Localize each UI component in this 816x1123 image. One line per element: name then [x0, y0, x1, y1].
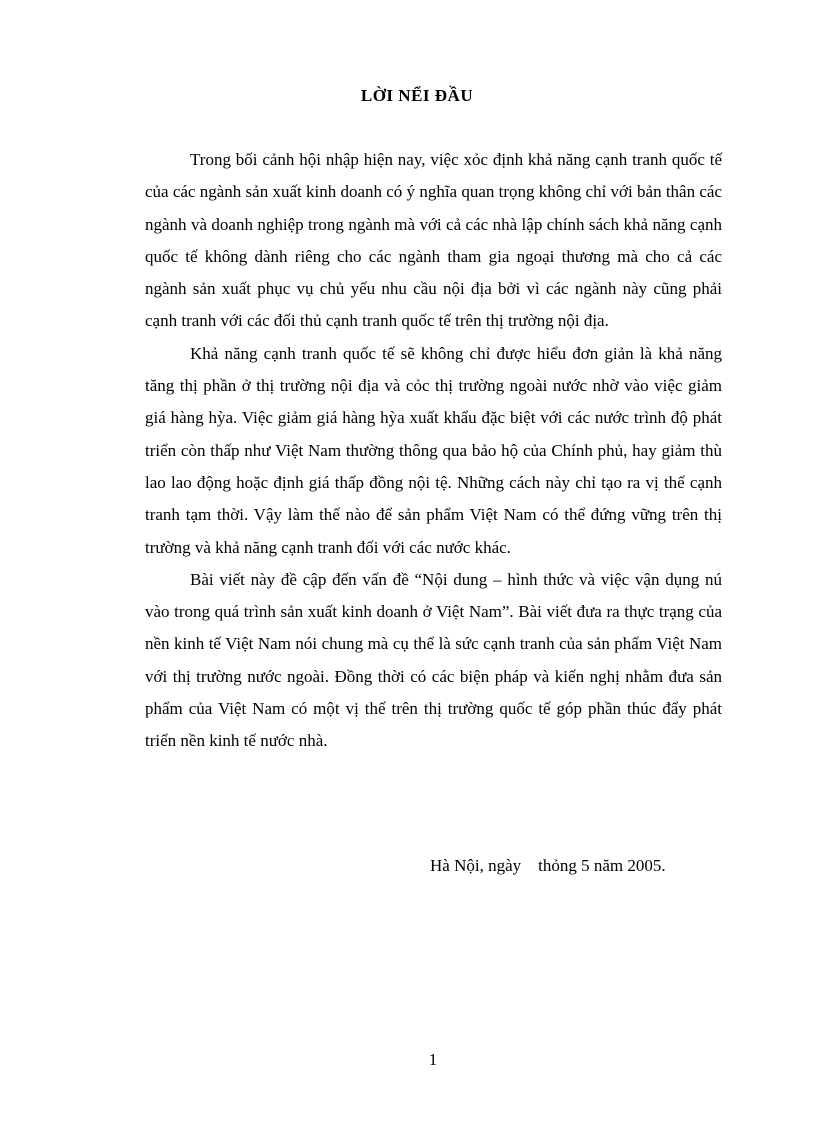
- paragraph-context: Trong bối cảnh hội nhập hiện nay, việc xỏc định khả năng cạnh tranh quốc tế của các ngành sản xuất kinh doanh có ý nghĩa quan trọng không chỉ với bản thân các ngành và doanh nghiệp trong ngành mà với cả các nhà lập chính sách khả năng cạnh quốc tế không dành riêng cho các ngành tham gia ngoại thương mà cho cả các ngành sản xuất phục vụ chủ yếu nhu cầu nội địa bởi vì các ngành này cũng phải cạnh tranh với các đối thủ cạnh tranh quốc tế trên thị trường nội địa.: [145, 150, 722, 331]
- document-title: LỜI NỂI ĐẦU: [360, 86, 474, 105]
- paragraph-competitiveness: Khả năng cạnh tranh quốc tế sẽ không chỉ được hiểu đơn giản là khả năng tăng thị phần ở thị trường nội địa và cỏc thị trường ngoài nước nhờ vào việc giảm giá hàng hỳa. Việc giảm giá hàng hỳa xuất khẩu đặc biệt với các nước trình độ phát triển còn thấp như Việt Nam thường thông qua bảo hộ của Chính phủ, hay giảm thù lao lao động hoặc định giá thấp đồng nội tệ. Những cách này chỉ tạo ra vị thế cạnh tranh tạm thời. Vậy làm thế nào để sản phẩm Việt Nam có thể đứng vững trên thị trường và khả năng cạnh tranh đối với các nước khác.: [145, 343, 722, 557]
- document-body: [145, 144, 722, 758]
- paragraph-article-scope: Bài viết này đề cập đến vấn đề “Nội dung – hình thức và việc vận dụng nú vào trong quá trình sản xuất kinh doanh ở Việt Nam”. Bài viết đưa ra thực trạng của nền kinh tế Việt Nam nói chung mà cụ thể là sức cạnh tranh của sản phẩm Việt Nam với thị trường nước ngoài. Đồng thời có các biện pháp và kiến nghị nhằm đưa sản phẩm của Việt Nam có một vị thế trên thị trường quốc tế góp phần thúc đẩy phát triển nền kinh tế nước nhà.: [145, 569, 722, 751]
- page-number: 1: [428, 1050, 438, 1069]
- place-date-signoff: Hà Nội, ngày thỏng 5 năm 2005.: [430, 856, 666, 875]
